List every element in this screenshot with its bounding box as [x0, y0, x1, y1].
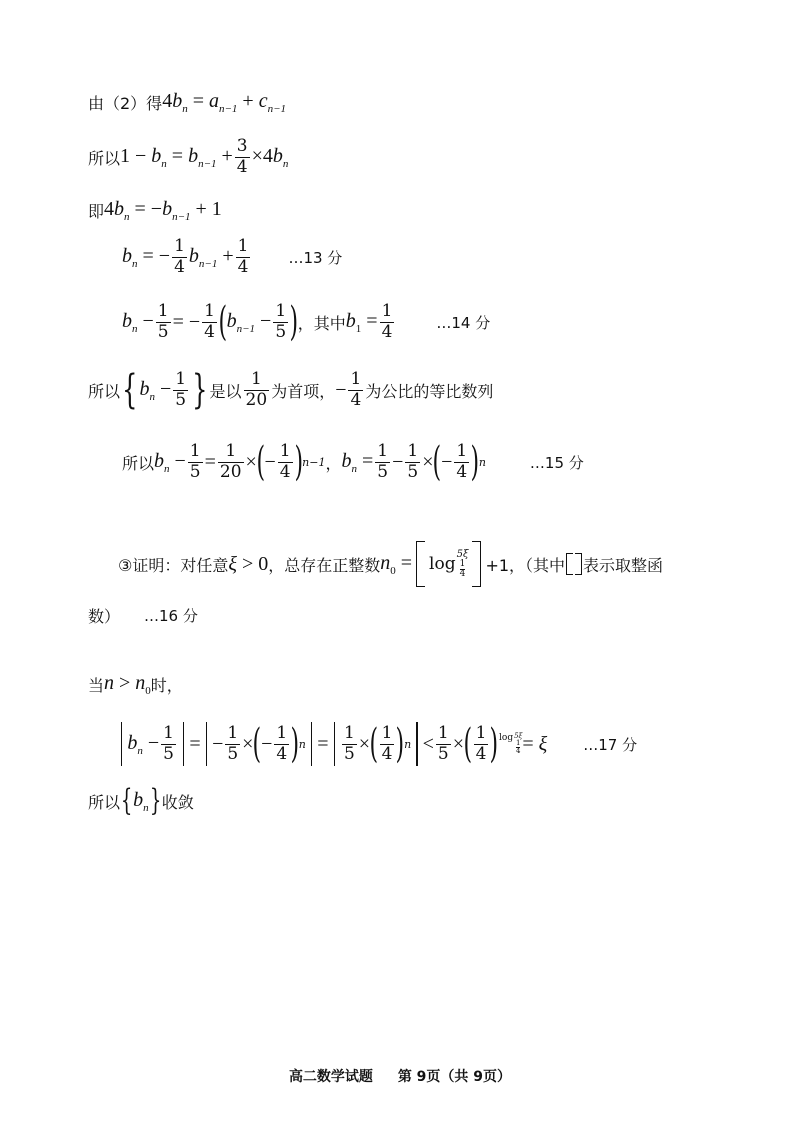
proof-line-cont	[88, 604, 198, 627]
fraction-1-4: $\frac{1}{4}$	[204, 300, 215, 342]
exponent-log: log 5ξ 1 4	[499, 732, 523, 755]
right-paren: )	[395, 721, 405, 767]
score-17: …17 分	[583, 735, 638, 754]
fraction-1-5: $\frac{1}{5}$	[157, 300, 169, 342]
text-therefore: 所以	[88, 148, 121, 168]
page-footer	[0, 1066, 800, 1086]
math-eq-neg: = −	[172, 310, 201, 333]
fraction-1-5: $\frac{1}{5}$	[377, 440, 389, 482]
text-proof: ③证明：对任意	[118, 555, 229, 575]
proof-line	[118, 541, 663, 587]
math-eq: =	[189, 732, 201, 755]
math-bn: $b_n$	[133, 788, 149, 814]
score-14: …14 分	[436, 313, 491, 332]
equation-line-6	[88, 367, 494, 413]
fraction-1-5: $\frac{1}{5}$	[275, 300, 287, 342]
fraction-1-5: $\frac{1}{5}$	[407, 440, 419, 482]
equation-line-2	[88, 138, 288, 177]
math-bn: $b_n$ −	[122, 309, 154, 335]
math-bn-1: $b_{n-1}$ −	[226, 309, 272, 335]
text-namely: 即	[88, 202, 105, 221]
math-neg: −	[261, 732, 273, 755]
abs-bar	[206, 722, 207, 766]
equation-line-4	[122, 238, 342, 277]
math-minus: −	[392, 450, 404, 473]
score-16: …16 分	[144, 607, 198, 625]
fraction-1-5: $\frac{1}{5}$	[175, 368, 187, 410]
text-plus-one-where: +1，（其中	[485, 555, 566, 575]
math-eq-xi: = ξ	[522, 732, 548, 755]
text-therefore: 所以	[122, 453, 155, 473]
abs-bar	[416, 722, 417, 766]
fraction-1-4: $\frac{1}{4}$	[237, 236, 249, 277]
score-13: …13 分	[288, 248, 343, 267]
exponent-n: n	[298, 737, 306, 751]
math-bn: $b_n$ −	[127, 731, 160, 757]
text-therefore: 所以	[88, 381, 121, 401]
left-paren: (	[432, 439, 442, 485]
right-paren: )	[290, 721, 300, 767]
fraction-1-5: $\frac{1}{5}$	[227, 722, 239, 764]
right-paren: )	[470, 439, 480, 485]
math-neg: −	[335, 378, 347, 401]
right-floor-bracket	[472, 541, 481, 587]
fraction-1-4: $\frac{1}{4}$	[350, 368, 362, 410]
fraction-1-20: $\frac{1}{20}$	[219, 440, 242, 482]
math-1-minus-bn: $1 - b_n = b_{n-1}$ +	[120, 144, 233, 170]
fraction-1-4: $\frac{1}{4}$	[456, 440, 468, 482]
math-lt: <	[422, 732, 434, 755]
equation-line-5	[122, 299, 491, 345]
math-eq: =	[204, 450, 216, 473]
math-neg: −	[441, 450, 453, 473]
math-4bn-recurrence: $4b_n = -b_{n-1} + 1$	[104, 198, 222, 223]
footer-page-number: 第 9页（共 9页）	[397, 1069, 512, 1085]
left-paren: (	[252, 721, 262, 767]
math-times-4bn: $\times 4b_n$	[251, 144, 289, 170]
right-paren: )	[489, 721, 499, 767]
fraction-1-5: $\frac{1}{5}$	[163, 722, 174, 764]
math-times: ×	[358, 732, 371, 755]
fraction-1-4: $\frac{1}{4}$	[381, 300, 393, 342]
math-xi-gt-0: ξ > 0	[228, 552, 269, 575]
inequality-line	[116, 722, 637, 766]
math-log-expression: log 5ξ 1 4	[429, 548, 469, 579]
math-neg: −	[212, 732, 224, 755]
left-floor-bracket	[416, 541, 425, 587]
equation-line-3	[88, 198, 222, 223]
left-paren: (	[218, 299, 228, 345]
right-brace: }	[149, 783, 161, 818]
left-brace: {	[122, 367, 138, 413]
abs-bar	[334, 722, 335, 766]
math-eq: =	[317, 732, 329, 755]
score-15: …15 分	[529, 453, 584, 472]
equation-line-7	[122, 439, 584, 485]
text-therefore: 所以	[88, 792, 121, 812]
text-where: ，其中	[297, 313, 346, 333]
math-times: ×	[242, 732, 254, 755]
math-bn-1: $b_{n-1}$ +	[188, 244, 234, 270]
exponent-n: n	[404, 737, 412, 751]
text-comma: ，	[325, 453, 342, 473]
text-number: 数）	[88, 607, 121, 626]
abs-bar	[183, 722, 184, 766]
small-left-bracket	[566, 553, 573, 575]
math-neg: −	[264, 450, 276, 473]
fraction-3-4: $\frac{3}{4}$	[236, 136, 248, 177]
text-floor-function: 表示取整函	[583, 555, 664, 575]
right-brace: }	[192, 367, 208, 413]
when-line	[88, 672, 183, 697]
text-when: 当	[88, 676, 105, 695]
convergence-line	[88, 783, 194, 818]
small-right-bracket	[575, 553, 582, 575]
exponent-n-1: n−1	[302, 455, 326, 469]
right-paren: )	[289, 299, 299, 345]
math-n-gt-n0: $n > n_0$	[104, 672, 151, 697]
text-first-term: 为首项，	[271, 381, 336, 401]
fraction-1-4: $\frac{1}{4}$	[174, 236, 185, 277]
text-time: 时，	[150, 676, 183, 695]
math-times: ×	[422, 450, 434, 473]
fraction-1-20: $\frac{1}{20}$	[245, 368, 268, 410]
math-bn-eq: $b_n$ =	[341, 449, 374, 475]
math-n0-eq: $n_0$ =	[380, 551, 413, 577]
text-converges: 收敛	[161, 792, 194, 812]
fraction-1-4: $\frac{1}{4}$	[279, 440, 291, 482]
text-exists: ，总存在正整数	[268, 555, 381, 575]
abs-bar	[311, 722, 312, 766]
math-bn: $b_n$ −	[154, 449, 186, 475]
math-times: ×	[245, 450, 257, 473]
fraction-1-4: $\frac{1}{4}$	[276, 722, 288, 764]
math-bn-eq: $b_n$ = −	[122, 244, 171, 270]
left-brace: {	[120, 783, 133, 818]
equation-line-1	[88, 90, 286, 115]
right-paren: )	[294, 439, 303, 485]
text-from-part2: 由（2）得	[88, 94, 163, 113]
math-4bn-eq: $4b_n = a_{n-1} + c_{n-1}$	[162, 90, 287, 115]
text-geometric: 为公比的等比数列	[365, 381, 494, 401]
fraction-1-4: $\frac{1}{4}$	[381, 722, 393, 764]
left-paren: (	[463, 721, 473, 767]
fraction-1-4: $\frac{1}{4}$	[475, 722, 487, 764]
text-is-with: 是以	[209, 381, 242, 401]
math-bn: $b_n$ −	[139, 377, 172, 403]
abs-bar	[121, 722, 122, 766]
math-times: ×	[452, 732, 464, 755]
footer-title: 高二数学试题	[288, 1069, 373, 1085]
fraction-1-5: $\frac{1}{5}$	[437, 722, 449, 764]
math-b1-eq: $b_1$ =	[345, 309, 378, 335]
fraction-1-5: $\frac{1}{5}$	[343, 722, 355, 764]
left-paren: (	[369, 721, 379, 767]
exponent-n: n	[478, 455, 486, 469]
left-paren: (	[256, 439, 265, 485]
fraction-1-5: $\frac{1}{5}$	[189, 440, 201, 482]
